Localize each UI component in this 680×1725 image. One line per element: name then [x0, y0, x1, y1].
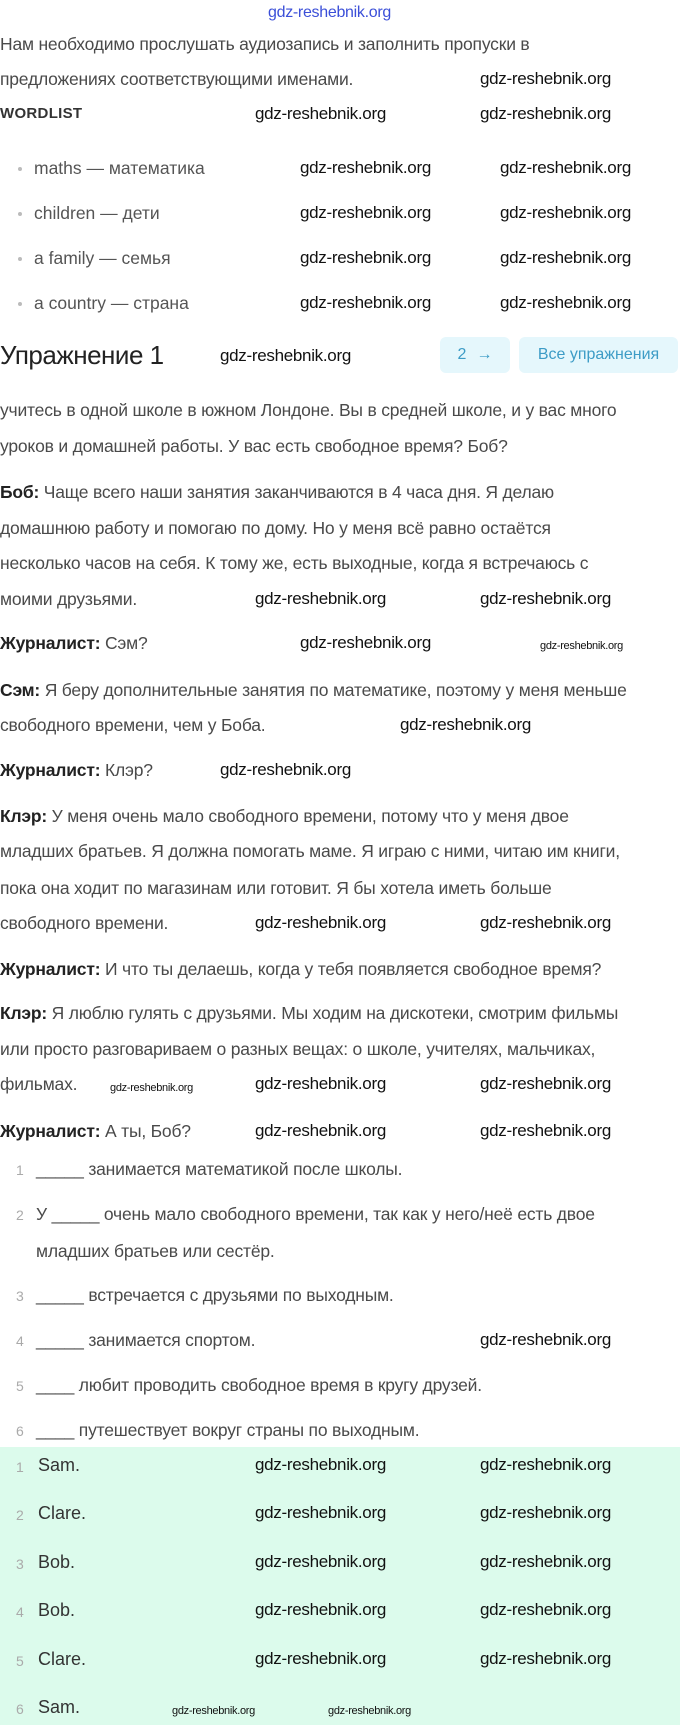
bullet-icon	[18, 212, 22, 216]
watermark: gdz-reshebnik.org	[480, 104, 611, 123]
watermark: gdz-reshebnik.org	[300, 633, 431, 652]
dialogue-line	[0, 435, 508, 457]
answer-number: 2	[16, 1507, 24, 1523]
dialogue-text: свободного времени, чем у Боба.	[0, 715, 266, 735]
dialogue-line	[0, 1002, 618, 1024]
dialogue-line	[0, 552, 588, 574]
dialogue-text: домашнюю работу и помогаю по дому. Но у меня всё равно остаётся	[0, 518, 551, 538]
task-number: 6	[16, 1423, 24, 1439]
dialogue-line	[0, 632, 148, 654]
watermark: gdz-reshebnik.org	[220, 760, 351, 779]
bullet-icon	[18, 167, 22, 171]
dialogue-text: уроков и домашней работы. У вас есть свободное время? Боб?	[0, 436, 508, 456]
answer-number: 5	[16, 1653, 24, 1669]
watermark: gdz-reshebnik.org	[255, 589, 386, 608]
dialogue-line	[0, 840, 620, 862]
intro-line-2: предложениях соответствующими именами.	[0, 69, 354, 89]
answer-number: 3	[16, 1556, 24, 1572]
watermark: gdz-reshebnik.org	[255, 1121, 386, 1140]
watermark: gdz-reshebnik.org	[540, 640, 623, 652]
dialogue-text: пока она ходит по магазинам или готовит. Я бы хотела иметь больше	[0, 878, 552, 898]
watermark: gdz-reshebnik.org	[255, 913, 386, 932]
dialogue-text: несколько часов на себя. К тому же, есть выходные, когда я встречаюсь с	[0, 553, 589, 573]
dialogue-text: Я беру дополнительные занятия по математике, поэтому у меня меньше	[40, 680, 627, 700]
watermark: gdz-reshebnik.org	[480, 1074, 611, 1093]
dialogue-line	[0, 1038, 595, 1060]
watermark: gdz-reshebnik.org	[300, 158, 431, 177]
dialogue-line	[0, 1120, 191, 1142]
dialogue-line	[0, 517, 551, 539]
wordlist-item	[18, 157, 205, 179]
dialogue-text: или просто разговариваем о разных вещах: о школе, учителях, мальчиках,	[0, 1039, 596, 1059]
watermark: gdz-reshebnik.org	[300, 248, 431, 267]
wordlist-item-text: children — дети	[34, 203, 160, 223]
watermark: gdz-reshebnik.org	[255, 104, 386, 123]
answer-item: Sam.	[38, 1697, 81, 1717]
dialogue-line	[0, 399, 616, 421]
watermark: gdz-reshebnik.org	[300, 203, 431, 222]
watermark: gdz-reshebnik.org	[480, 1600, 611, 1619]
dialogue-text: моими друзьями.	[0, 589, 137, 609]
task-item: У _____ очень мало свободного времени, так как у него/неё есть двое	[36, 1204, 595, 1224]
dialogue-text: Я люблю гулять с друзьями. Мы ходим на дискотеки, смотрим фильмы	[46, 1003, 619, 1023]
speaker-name: Журналист:	[0, 760, 101, 780]
answer-item: Clare.	[38, 1649, 87, 1669]
dialogue-text: свободного времени.	[0, 913, 169, 933]
answer-item: Clare.	[38, 1503, 87, 1523]
task-item: ____ любит проводить свободное время в кругу друзей.	[36, 1375, 482, 1395]
dialogue-line	[0, 958, 601, 980]
exercise-title: Упражнение 1	[0, 340, 164, 370]
speaker-name: Журналист:	[0, 633, 101, 653]
watermark: gdz-reshebnik.org	[328, 1705, 411, 1717]
watermark: gdz-reshebnik.org	[255, 1552, 386, 1571]
speaker-name: Клэр:	[0, 1003, 47, 1023]
watermark: gdz-reshebnik.org	[255, 1600, 386, 1619]
dialogue-text: Клэр?	[100, 760, 153, 780]
watermark: gdz-reshebnik.org	[220, 346, 351, 365]
bullet-icon	[18, 302, 22, 306]
dialogue-line	[0, 805, 569, 827]
watermark: gdz-reshebnik.org	[110, 1082, 193, 1094]
task-item: младших братьев или сестёр.	[36, 1241, 275, 1261]
bullet-icon	[18, 257, 22, 261]
watermark: gdz-reshebnik.org	[255, 1649, 386, 1668]
watermark: gdz-reshebnik.org	[480, 1330, 611, 1349]
task-number: 4	[16, 1333, 24, 1349]
watermark: gdz-reshebnik.org	[500, 248, 631, 267]
watermark: gdz-reshebnik.org	[500, 293, 631, 312]
watermark: gdz-reshebnik.org	[480, 1552, 611, 1571]
watermark: gdz-reshebnik.org	[400, 715, 531, 734]
task-item: _____ занимается математикой после школы.	[36, 1159, 403, 1179]
dialogue-text: А ты, Боб?	[100, 1121, 191, 1141]
dialogue-text: фильмах.	[0, 1074, 78, 1094]
wordlist-item-text: a family — семья	[34, 248, 171, 268]
answer-number: 6	[16, 1701, 24, 1717]
answers-panel	[0, 1447, 680, 1725]
dialogue-text: учитесь в одной школе в южном Лондоне. Вы в средней школе, и у вас много	[0, 400, 617, 420]
task-item: _____ встречается с друзьями по выходным.	[36, 1285, 394, 1305]
answer-number: 4	[16, 1604, 24, 1620]
watermark: gdz-reshebnik.org	[172, 1705, 255, 1717]
next-exercise-label: 2	[457, 346, 467, 363]
task-number: 1	[16, 1162, 24, 1178]
dialogue-line	[0, 1073, 77, 1095]
watermark: gdz-reshebnik.org	[480, 1503, 611, 1522]
wordlist-item	[18, 292, 189, 314]
answer-item: Sam.	[38, 1455, 81, 1475]
watermark: gdz-reshebnik.org	[255, 1503, 386, 1522]
speaker-name: Журналист:	[0, 1121, 101, 1141]
task-item: ____ путешествует вокруг страны по выходным.	[36, 1420, 420, 1440]
wordlist-item	[18, 247, 171, 269]
watermark: gdz-reshebnik.org	[480, 1455, 611, 1474]
watermark: gdz-reshebnik.org	[480, 1121, 611, 1140]
watermark: gdz-reshebnik.org	[480, 589, 611, 608]
watermark: gdz-reshebnik.org	[300, 293, 431, 312]
speaker-name: Журналист:	[0, 959, 101, 979]
watermark: gdz-reshebnik.org	[500, 158, 631, 177]
speaker-name: Сэм:	[0, 680, 41, 700]
task-number: 2	[16, 1207, 24, 1223]
dialogue-line	[0, 912, 168, 934]
watermark: gdz-reshebnik.org	[480, 1649, 611, 1668]
intro-line-1: Нам необходимо прослушать аудиозапись и заполнить пропуски в	[0, 34, 530, 54]
dialogue-line	[0, 759, 153, 781]
answer-item: Bob.	[38, 1552, 76, 1572]
dialogue-line	[0, 481, 554, 503]
task-number: 3	[16, 1288, 24, 1304]
dialogue-text: Чаще всего наши занятия заканчиваются в 4 часа дня. Я делаю	[39, 482, 554, 502]
dialogue-line	[0, 714, 265, 736]
speaker-name: Боб:	[0, 482, 40, 502]
watermark: gdz-reshebnik.org	[500, 203, 631, 222]
watermark: gdz-reshebnik.org	[255, 1455, 386, 1474]
arrow-right-icon: →	[476, 346, 493, 363]
watermark: gdz-reshebnik.org	[480, 69, 611, 88]
task-number: 5	[16, 1378, 24, 1394]
wordlist-heading: WORDLIST	[0, 105, 83, 122]
watermark: gdz-reshebnik.org	[255, 1074, 386, 1093]
all-exercises-button[interactable]: Все упражнения	[519, 337, 678, 373]
dialogue-text: младших братьев. Я должна помогать маме. Я играю с ними, читаю им книги,	[0, 841, 620, 861]
watermark: gdz-reshebnik.org	[480, 913, 611, 932]
dialogue-text: И что ты делаешь, когда у тебя появляется свободное время?	[100, 959, 602, 979]
watermark-header: gdz-reshebnik.org	[268, 4, 391, 21]
speaker-name: Клэр:	[0, 806, 47, 826]
wordlist-item-text: a country — страна	[34, 293, 189, 313]
dialogue-text: Сэм?	[100, 633, 148, 653]
task-item: _____ занимается спортом.	[36, 1330, 256, 1350]
dialogue-text: У меня очень мало свободного времени, потому что у меня двое	[46, 806, 569, 826]
wordlist-item	[18, 202, 160, 224]
next-exercise-button[interactable]	[440, 337, 510, 373]
dialogue-line	[0, 588, 137, 610]
dialogue-line	[0, 679, 627, 701]
dialogue-line	[0, 877, 552, 899]
answer-number: 1	[16, 1459, 24, 1475]
wordlist-item-text: maths — математика	[34, 158, 205, 178]
answer-item: Bob.	[38, 1600, 76, 1620]
